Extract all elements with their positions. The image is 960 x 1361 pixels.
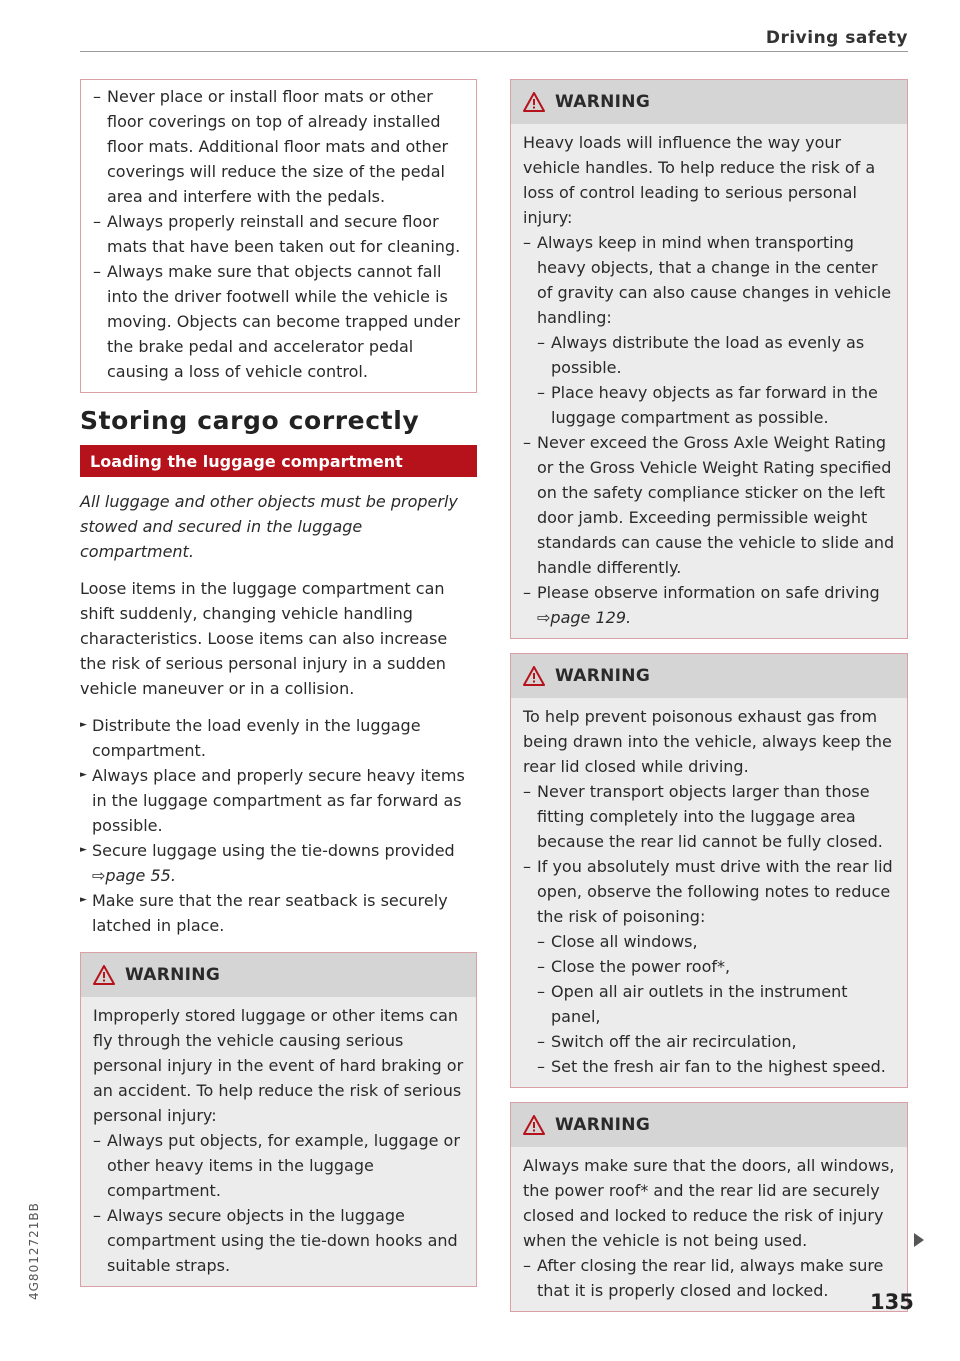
- instruction-steps: [80, 713, 477, 938]
- warning-label: WARNING: [555, 665, 651, 686]
- warning-body: [511, 698, 907, 1087]
- instruction-step: ► Distribute the load evenly in the luggage compartment.: [80, 713, 477, 763]
- sub-list-item: – Switch off the air recirculation,: [537, 1029, 895, 1054]
- warning-list: [93, 1128, 464, 1278]
- warning-list: [523, 230, 895, 630]
- sub-list-item: – Close the power roof*,: [537, 954, 895, 979]
- warning-body: [511, 124, 907, 638]
- list-item: – Never exceed the Gross Axle Weight Rating or the Gross Vehicle Weight Rating specified on the safety compliance sticker on the left door jamb. Exceeding permissible weight standards can cause the vehicle to slide and handle differently.: [523, 430, 895, 580]
- warning-label: WARNING: [555, 1114, 651, 1135]
- warning-box: [510, 653, 908, 1088]
- list-item: – Always secure objects in the luggage compartment using the tie-down hooks and suitable straps.: [93, 1203, 464, 1278]
- warning-header: [511, 80, 907, 124]
- instruction-step: ► Always place and properly secure heavy items in the luggage compartment as far forward as possible.: [80, 763, 477, 838]
- document-code: 4G8012721BB: [27, 1202, 41, 1300]
- instruction-step: ► Make sure that the rear seatback is securely latched in place.: [80, 888, 477, 938]
- list-item: – After closing the rear lid, always make sure that it is properly closed and locked.: [523, 1253, 895, 1303]
- header-rule: [80, 51, 908, 52]
- warning-body: [511, 1147, 907, 1311]
- warning-text: Heavy loads will influence the way your vehicle handles. To help reduce the risk of a loss of control leading to serious personal injury:: [523, 133, 876, 227]
- left-column: [80, 79, 477, 1287]
- warning-text: Always make sure that the doors, all windows, the power roof* and the rear lid are securely closed and locked to reduce the risk of injury when the vehicle is not being used.: [523, 1156, 895, 1250]
- sub-list-item: – Open all air outlets in the instrument panel,: [537, 979, 895, 1029]
- warning-label: WARNING: [555, 91, 651, 112]
- warning-header: [81, 953, 476, 997]
- warning-body: [81, 997, 476, 1286]
- arrow-right-icon: ⇨: [537, 608, 551, 627]
- section-title: Storing cargo correctly: [80, 406, 420, 435]
- list-item: [523, 580, 895, 630]
- warning-box: [80, 952, 477, 1287]
- right-column: [510, 79, 908, 1312]
- page-reference-text: page 129.: [550, 608, 632, 627]
- warning-triangle-icon: [523, 92, 545, 112]
- warning-text: Improperly stored luggage or other items can fly through the vehicle causing serious personal injury in the event of hard braking or an accident. To help reduce the risk of serious personal injury:: [93, 1006, 464, 1125]
- sub-list: [537, 330, 895, 430]
- list-item: – Never place or install floor mats or other floor coverings on top of already installed floor mats. Additional floor mats and other coverings will reduce the size of the pedal area and interfere with the pedals.: [93, 84, 464, 209]
- warning-label: WARNING: [125, 964, 221, 985]
- list-item: – Always properly reinstall and secure floor mats that have been taken out for cleaning.: [93, 209, 464, 259]
- warning-box: [510, 1102, 908, 1312]
- list-item-text: Always keep in mind when transporting heavy objects, that a change in the center of gravity can also cause changes in vehicle handling:: [537, 233, 892, 327]
- warning-list: [523, 1253, 895, 1303]
- list-item: [523, 854, 895, 1079]
- sub-list-item: – Place heavy objects as far forward in the luggage compartment as possible.: [537, 380, 895, 430]
- warning-text: To help prevent poisonous exhaust gas from being drawn into the vehicle, always keep the rear lid closed while driving.: [523, 707, 892, 776]
- warning-header: [511, 1103, 907, 1147]
- sub-list: [537, 929, 895, 1079]
- list-item-text: Please observe information on safe driving: [537, 583, 880, 602]
- floor-mats-list: [93, 84, 464, 384]
- instruction-step: [80, 838, 477, 888]
- page-header-title: Driving safety: [765, 28, 908, 48]
- intro-text: All luggage and other objects must be properly stowed and secured in the luggage compartment.: [80, 492, 458, 561]
- page-reference-link[interactable]: [92, 866, 176, 885]
- list-item: – Never transport objects larger than those fitting completely into the luggage area because the rear lid cannot be fully closed.: [523, 779, 895, 854]
- arrow-right-icon: ⇨: [92, 866, 106, 885]
- warning-triangle-icon: [93, 965, 115, 985]
- warning-header: [511, 654, 907, 698]
- list-item: – Always put objects, for example, luggage or other heavy items in the luggage compartment.: [93, 1128, 464, 1203]
- page-number: 135: [870, 1290, 914, 1314]
- page-reference-link[interactable]: [537, 608, 631, 627]
- list-item: – Always make sure that objects cannot fall into the driver footwell while the vehicle is moving. Objects can become trapped under the brake pedal and accelerator pedal causing a loss of vehicle control.: [93, 259, 464, 384]
- sub-list-item: – Close all windows,: [537, 929, 895, 954]
- list-item: [523, 230, 895, 430]
- floor-mats-warning-continued: [80, 79, 477, 393]
- sub-list-item: – Set the fresh air fan to the highest speed.: [537, 1054, 895, 1079]
- warning-triangle-icon: [523, 1115, 545, 1135]
- step-text: Secure luggage using the tie-downs provided: [92, 841, 455, 860]
- page-reference-text: page 55.: [105, 866, 176, 885]
- warning-triangle-icon: [523, 666, 545, 686]
- warning-box: [510, 79, 908, 639]
- continue-arrow-icon: [914, 1233, 924, 1247]
- body-paragraph: Loose items in the luggage compartment can shift suddenly, changing vehicle handling characteristics. Loose items can also increase the risk of serious personal injury in a sudden vehicle maneuver or in a collision.: [80, 579, 448, 698]
- warning-list: [523, 779, 895, 1079]
- list-item-text: If you absolutely must drive with the rear lid open, observe the following notes to reduce the risk of poisoning:: [537, 857, 893, 926]
- sub-list-item: – Always distribute the load as evenly as possible.: [537, 330, 895, 380]
- subsection-title: Loading the luggage compartment: [80, 445, 477, 477]
